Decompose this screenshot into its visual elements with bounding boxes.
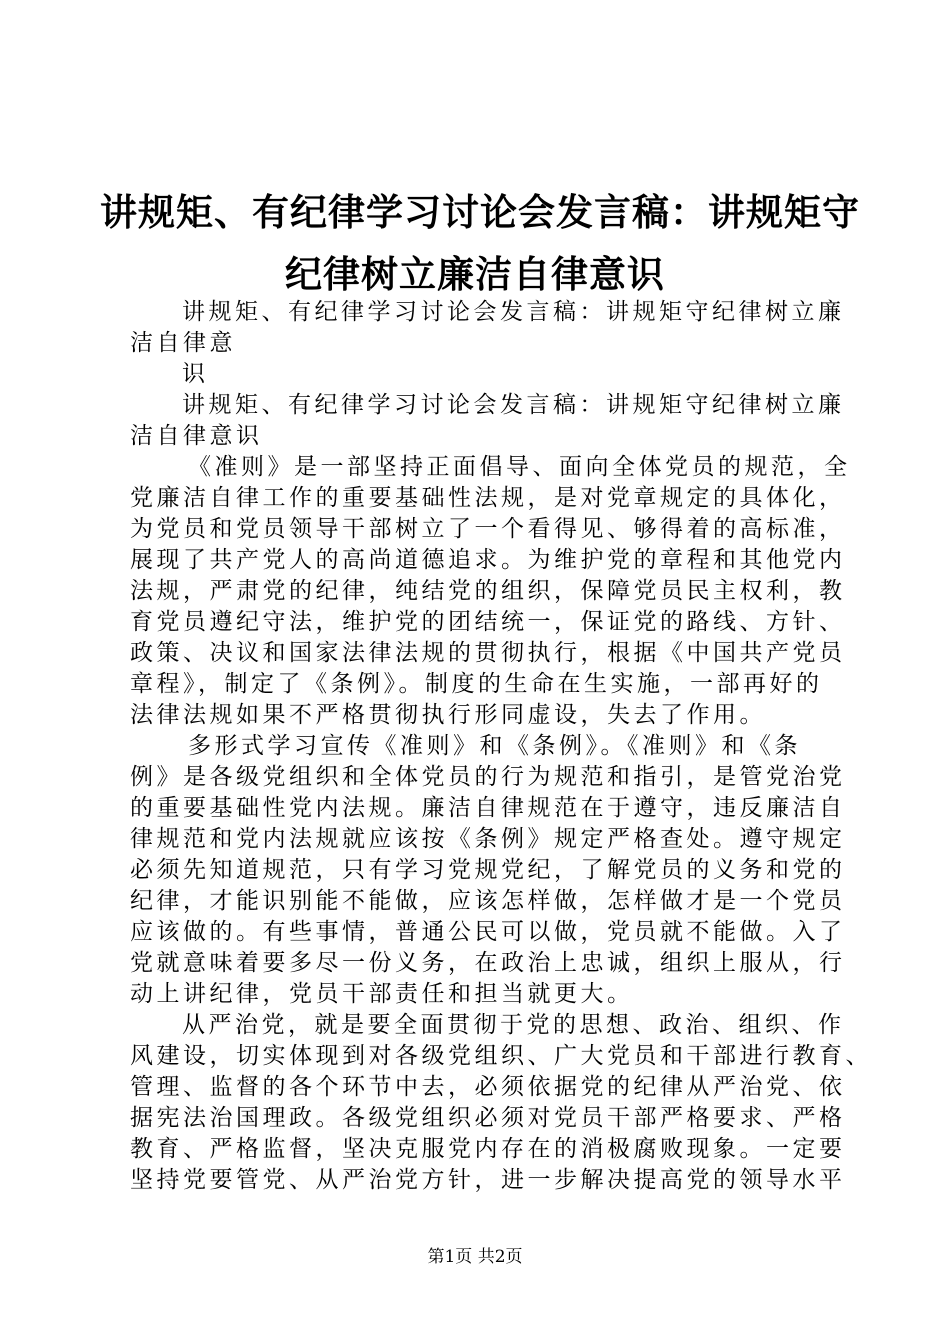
body-text-line: 坚持党要管党、从严治党方针，进一步解决提高党的领导水平 — [130, 1167, 846, 1193]
title-line-2: 纪律树立廉洁自律意识 — [285, 253, 665, 296]
body-text-line: 洁自律意识 — [130, 423, 263, 449]
body-text-line: 律规范和党内法规就应该按《条例》规定严格查处。遵守规定 — [130, 826, 846, 852]
body-text-line: 必须先知道规范，只有学习党规党纪，了解党员的义务和党的 — [130, 857, 846, 883]
body-text-line: 的重要基础性党内法规。廉洁自律规范在于遵守，违反廉洁自 — [130, 795, 846, 821]
page-footer: 第1页 共2页 — [427, 1247, 523, 1267]
body-text-line: 纪律，才能识别能不能做，应该怎样做，怎样做才是一个党员 — [130, 888, 846, 914]
body-text-line: 讲规矩、有纪律学习讨论会发言稿：讲规矩守纪律树立廉 — [182, 392, 845, 418]
document-body — [130, 297, 872, 1196]
document-title — [100, 182, 860, 306]
body-text-line: 管理、监督的各个环节中去，必须依据党的纪律从严治党、依 — [130, 1074, 846, 1100]
body-text-line: 识 — [182, 361, 209, 387]
body-text-line: 应该做的。有些事情，普通公民可以做，党员就不能做。入了 — [130, 919, 846, 945]
body-text-line: 风建设，切实体现到对各级党组织、广大党员和干部进行教育、 — [130, 1043, 872, 1069]
title-line-1: 讲规矩、有纪律学习讨论会发言稿：讲规矩守 — [100, 191, 860, 234]
body-text-line: 党廉洁自律工作的重要基础性法规，是对党章规定的具体化， — [130, 485, 846, 511]
body-text-line: 章程》，制定了《条例》。制度的生命在生实施，一部再好的 — [130, 671, 823, 697]
body-text-line: 为党员和党员领导干部树立了一个看得见、够得着的高标准， — [130, 516, 846, 542]
body-text-line: 讲规矩、有纪律学习讨论会发言稿：讲规矩守纪律树立廉 — [182, 299, 845, 325]
body-text-line: 从严治党，就是要全面贯彻于党的思想、政治、组织、作 — [182, 1012, 845, 1038]
body-text-line: 展现了共产党人的高尚道德追求。为维护党的章程和其他党内 — [130, 547, 846, 573]
body-text-line: 政策、决议和国家法律法规的贯彻执行，根据《中国共产党员 — [130, 640, 846, 666]
body-text-line: 党就意味着要多尽一份义务，在政治上忠诚，组织上服从，行 — [130, 950, 846, 976]
body-text-line: 多形式学习宣传《准则》和《条例》。《准则》和《条 — [188, 733, 801, 759]
body-text-line: 法规，严肃党的纪律，纯结党的组织，保障党员民主权利，教 — [130, 578, 846, 604]
body-text-line: 洁自律意 — [130, 330, 236, 356]
body-text-line: 教育、严格监督，坚决克服党内存在的消极腐败现象。一定要 — [130, 1136, 846, 1162]
body-text-line: 据宪法治国理政。各级党组织必须对党员干部严格要求、严格 — [130, 1105, 846, 1131]
body-text-line: 动上讲纪律，党员干部责任和担当就更大。 — [130, 981, 634, 1007]
body-text-line: 育党员遵纪守法，维护党的团结统一，保证党的路线、方针、 — [130, 609, 846, 635]
body-text-line: 例》是各级党组织和全体党员的行为规范和指引，是管党治党 — [130, 764, 846, 790]
body-text-line: 《准则》是一部坚持正面倡导、面向全体党员的规范，全 — [188, 454, 851, 480]
body-text-line: 法律法规如果不严格贯彻执行形同虚设，失去了作用。 — [130, 702, 766, 728]
